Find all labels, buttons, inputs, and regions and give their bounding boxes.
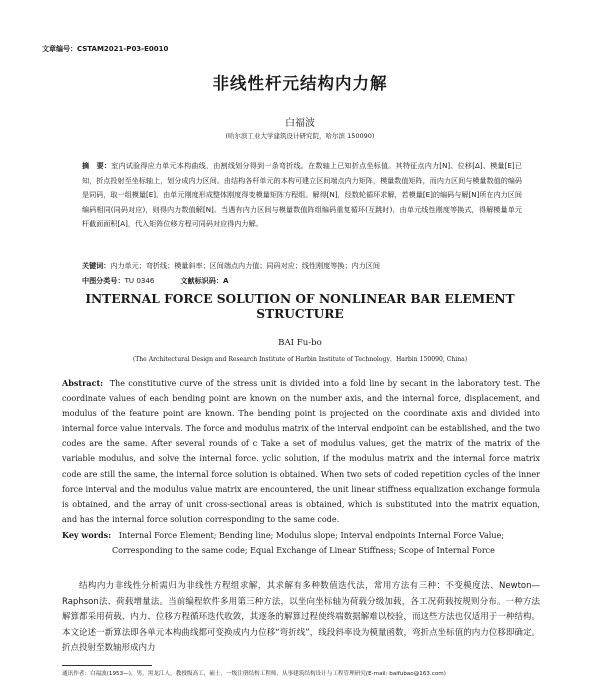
english-author: BAI Fu-bo bbox=[278, 338, 322, 348]
chinese-affiliation: (哈尔滨工业大学建筑设计研究院，哈尔滨 150090) bbox=[225, 132, 375, 140]
clc-value: TU 0346 bbox=[124, 276, 155, 285]
body-paragraph: 结构内力非线性分析需归为非线性方程组求解，其求解有多种数值迭代法，常用方法有三种：不变模度法、Newton—Raphson法、荷载增量法。当前编程软件多用第三种方法，以坐向坐标轴为荷载分级加载，各工况荷载按规则分布。一种方法解算都采用荷载、内力、位移方程循环迭代收敛，其逐条的解算过程使终端数据解难以校验，而这些方法也仅适用于一种结构。本文论述一新算法即各单元本构曲线都可变换成内力位移“弯折线”，线段斜率设为模量函数，弯折点坐标值的内力位移即确定。折点投射至数轴形成内力 bbox=[62, 581, 540, 654]
chinese-keywords bbox=[82, 261, 522, 271]
chinese-abstract bbox=[82, 159, 522, 232]
clc-label: 中图分类号： bbox=[82, 276, 125, 285]
footnote-divider bbox=[62, 665, 152, 666]
english-keywords-label: Key words: bbox=[62, 530, 112, 540]
classification-line bbox=[82, 276, 228, 286]
chinese-author: 白福波 bbox=[285, 118, 315, 129]
chinese-keywords-text: 内力单元；弯折线；模量斜率；区间端点内力值；同码对应；线性刚度等换；内力区间 bbox=[110, 261, 380, 270]
english-affiliation: (The Architectural Design and Research Institute of Harbin Institute of Technology，Harbin 150090, China) bbox=[132, 356, 468, 363]
english-abstract-label: Abstract: bbox=[62, 378, 104, 388]
chinese-abstract-label: 摘 要： bbox=[82, 161, 112, 170]
english-keywords-line1: Internal Force Element; Bending line; Modulus slope; Interval endpoints Internal Force Value; bbox=[118, 531, 504, 540]
english-keywords-line2: Corresponding to the same code; Equal Exchange of Linear Stiffness; Scope of Internal Force bbox=[112, 546, 495, 555]
article-serial-number: 文章编号：CSTAM2021-P03-E0010 bbox=[42, 45, 169, 53]
english-abstract bbox=[62, 376, 540, 527]
chinese-title: 非线性杆元结构内力解 bbox=[212, 74, 388, 93]
author-footnote: 通讯作者：白福波(1953—)，男，黑龙江人，教授级高工，硕士，一级注册结构工程师，从事建筑结构设计与工程管理研究(E-mail: baifubao@163.com) bbox=[62, 671, 446, 677]
english-title: INTERNAL FORCE SOLUTION OF NONLINEAR BAR ELEMENT STRUCTURE bbox=[85, 292, 515, 321]
doc-code-value: A bbox=[222, 276, 229, 285]
doc-code-label: 文献标识码： bbox=[180, 276, 223, 285]
english-keywords bbox=[62, 528, 540, 558]
chinese-keywords-label: 关键词： bbox=[82, 261, 111, 270]
english-abstract-text: The constitutive curve of the stress unit is divided into a fold line by secant in the laboratory test. The coordinate values of each bending point are known on the number axis, and the internal force, displacement, and modulus of the feature point are known. The bending point is projected on the coordinate axis and divided into internal force value intervals. The force and modulus matrix of the interval endpoint can be established, and the two codes are the same. After several rounds of c Take a set of modulus values, get the matrix of the matrix of the variable modulus, and solve the internal force. yclic solution, if the modulus matrix and the internal force matrix code are still the same, the internal force solution is obtained. When two sets of coded repetition cycles of the inner force interval and the modulus value matrix are encountered, the unit linear stiffness equalization exchange formula is obtained, and the array of unit cross-sectional areas is obtained, which is substituted into the matrix equation, and has the internal force solution corresponding to the same code. bbox=[62, 379, 540, 524]
chinese-abstract-text: 室内试验得应力单元本构曲线，由割线划分得到一条弯折线。在数轴上已知折点坐标值。其特征点内力[N]、位移[Δ]、模量[E]已知，折点投射至坐标轴上，划分成内力区间。由结构各杆单元的本构可建立区间端点内力矩阵，模量数值矩阵，而内力区间与模量数值的编码是同码，取一组模量[E]，由单元刚度形成整体刚度得变模量矩阵方程组。解得[N]，经数轮循环求解，若模量[E]的编码与解[N]所在内力区间编码相同(同码对应)，则得内力数值解[N]。当遇有内力区间与模量数值阵组编码重复循环(互跳时)，由单元线性刚度等换式，得解模量单元杆截面面积[A]，代入矩阵位移方程可同码对应得内力解。 bbox=[82, 161, 522, 229]
